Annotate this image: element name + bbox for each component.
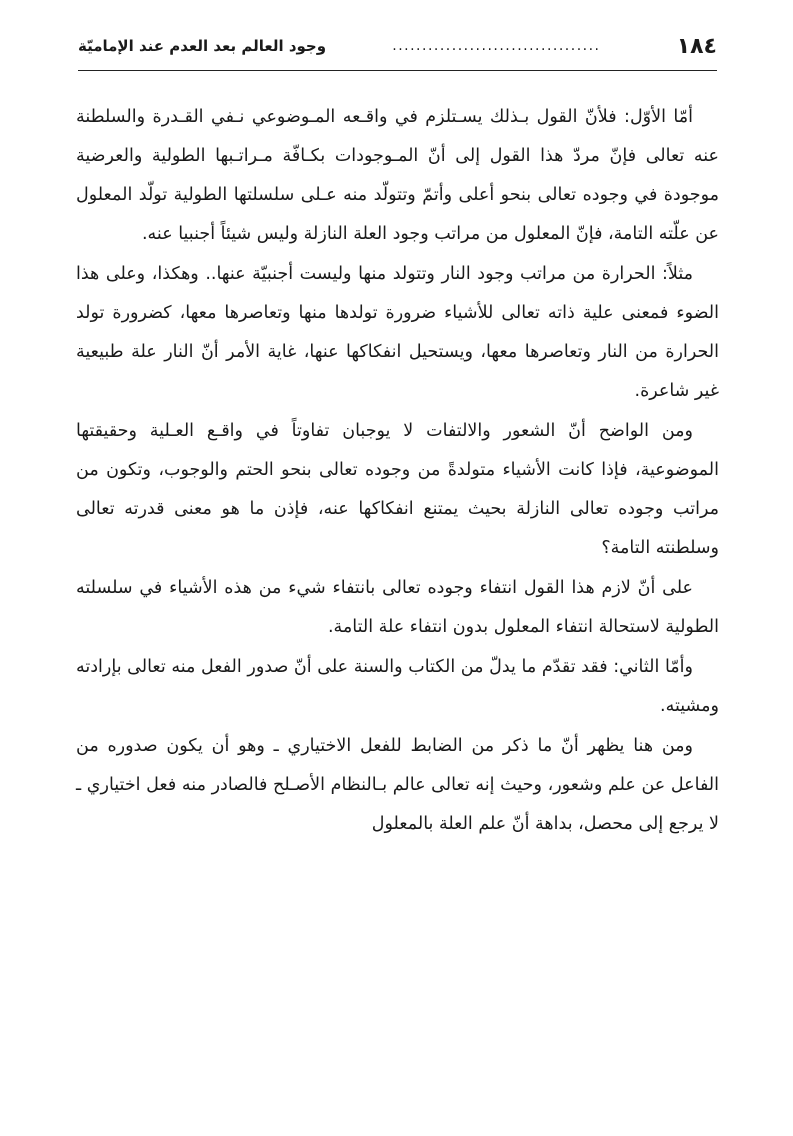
page-header — [78, 28, 717, 71]
paragraph-5: وأمّا الثاني: فقد تقدّم ما يدلّ من الكتاب والسنة على أنّ صدور الفعل منه تعالى بإرادته ومشيته. — [76, 657, 719, 716]
paragraph-3: ومن الواضح أنّ الشعور والالتفات لا يوجبان تفاوتاً في واقـع العـلية وحقيقتها الموضوعية، فإذا كانت الأشياء متولدةً من وجوده تعالى بنحو الحتم والوجوب، وتكون من مراتب وجوده تعالى النازلة بحيث يمتنع انفكاكها عنه، فإذن ما هو معنى قدرته تعالى وسلطنته التامة؟ — [76, 421, 719, 558]
running-title: وجود العالم بعد العدم عند الإماميّة — [78, 37, 327, 55]
header-dot-leader: ................................... — [392, 38, 601, 54]
body-text — [76, 98, 719, 844]
page-number: ١٨٤ — [676, 33, 717, 59]
paragraph-2: مثلاً: الحرارة من مراتب وجود النار وتتولد منها وليست أجنبيّة عنها.. وهكذا، وعلى هذا الضوء فمعنى علية ذاته تعالى للأشياء ضرورة تولدها منها وتعاصرها معها، كضرورة تولد الحرارة من النار وتعاصرها معها، ويستحيل انفكاكها عنها، غاية الأمر أنّ النار علة طبيعية غير شاعرة. — [76, 264, 719, 401]
paragraph-1: أمّا الأوّل: فلأنّ القول بـذلك يسـتلزم في واقـعه المـوضوعي نـفي القـدرة والسلطنة عنه تعالى فإنّ مردّ هذا القول إلى أنّ المـوجودات بكـافّة مـراتـبها الطولية والعرضية موجودة في وجوده تعالى بنحو أعلى وأتمّ وتتولّد منه عـلى سلسلتها الطولية تولّد المعلول عن علّته التامة، فإنّ المعلول من مراتب وجود العلة النازلة وليس شيئاً أجنبيا عنه. — [76, 107, 719, 244]
paragraph-4: على أنّ لازم هذا القول انتفاء وجوده تعالى بانتفاء شيء من هذه الأشياء في سلسلته الطولية لاستحالة انتفاء المعلول بدون انتفاء علة التامة. — [76, 578, 719, 637]
paragraph-6: ومن هنا يظهر أنّ ما ذكر من الضابط للفعل الاختياري ـ وهو أن يكون صدوره من الفاعل عن علم وشعور، وحيث إنه تعالى عالم بـالنظام الأصـلح فالصادر منه فعل اختياري ـ لا يرجع إلى محصل، بداهة أنّ علم العلة بالمعلول — [76, 736, 719, 834]
